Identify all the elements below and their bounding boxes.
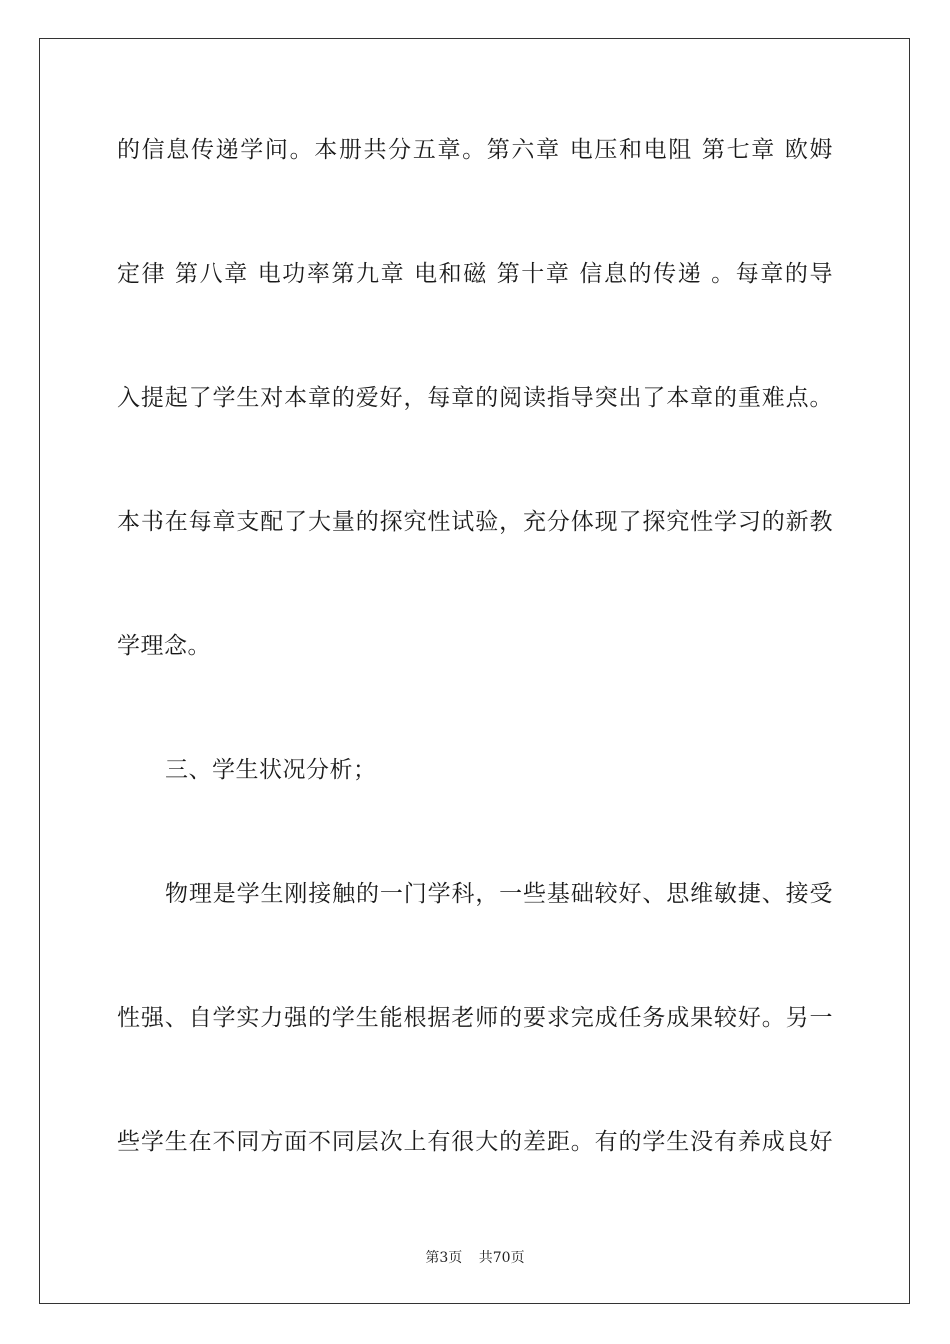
- page-footer: [0, 1247, 950, 1267]
- page-border: [39, 38, 910, 1304]
- text-line: 的信息传递学问。本册共分五章。第六章 电压和电阻 第七章 欧姆: [117, 137, 833, 163]
- text-line: 定律 第八章 电功率第九章 电和磁 第十章 信息的传递 。每章的导: [117, 261, 833, 287]
- text-line: 本书在每章支配了大量的探究性试验，充分体现了探究性学习的新教: [117, 509, 833, 535]
- text-line: 性强、自学实力强的学生能根据老师的要求完成任务成果较好。另一: [117, 1005, 833, 1031]
- text-line: 学理念。: [117, 633, 211, 659]
- total-pages: 共70页: [478, 1250, 525, 1266]
- text-line: 些学生在不同方面不同层次上有很大的差距。有的学生没有养成良好: [117, 1129, 833, 1155]
- page-number: 第3页: [425, 1250, 463, 1266]
- text-line: 物理是学生刚接触的一门学科，一些基础较好、思维敏捷、接受: [165, 881, 833, 907]
- text-line: 入提起了学生对本章的爱好，每章的阅读指导突出了本章的重难点。: [117, 385, 833, 411]
- section-heading: 三、学生状况分析；: [165, 757, 377, 783]
